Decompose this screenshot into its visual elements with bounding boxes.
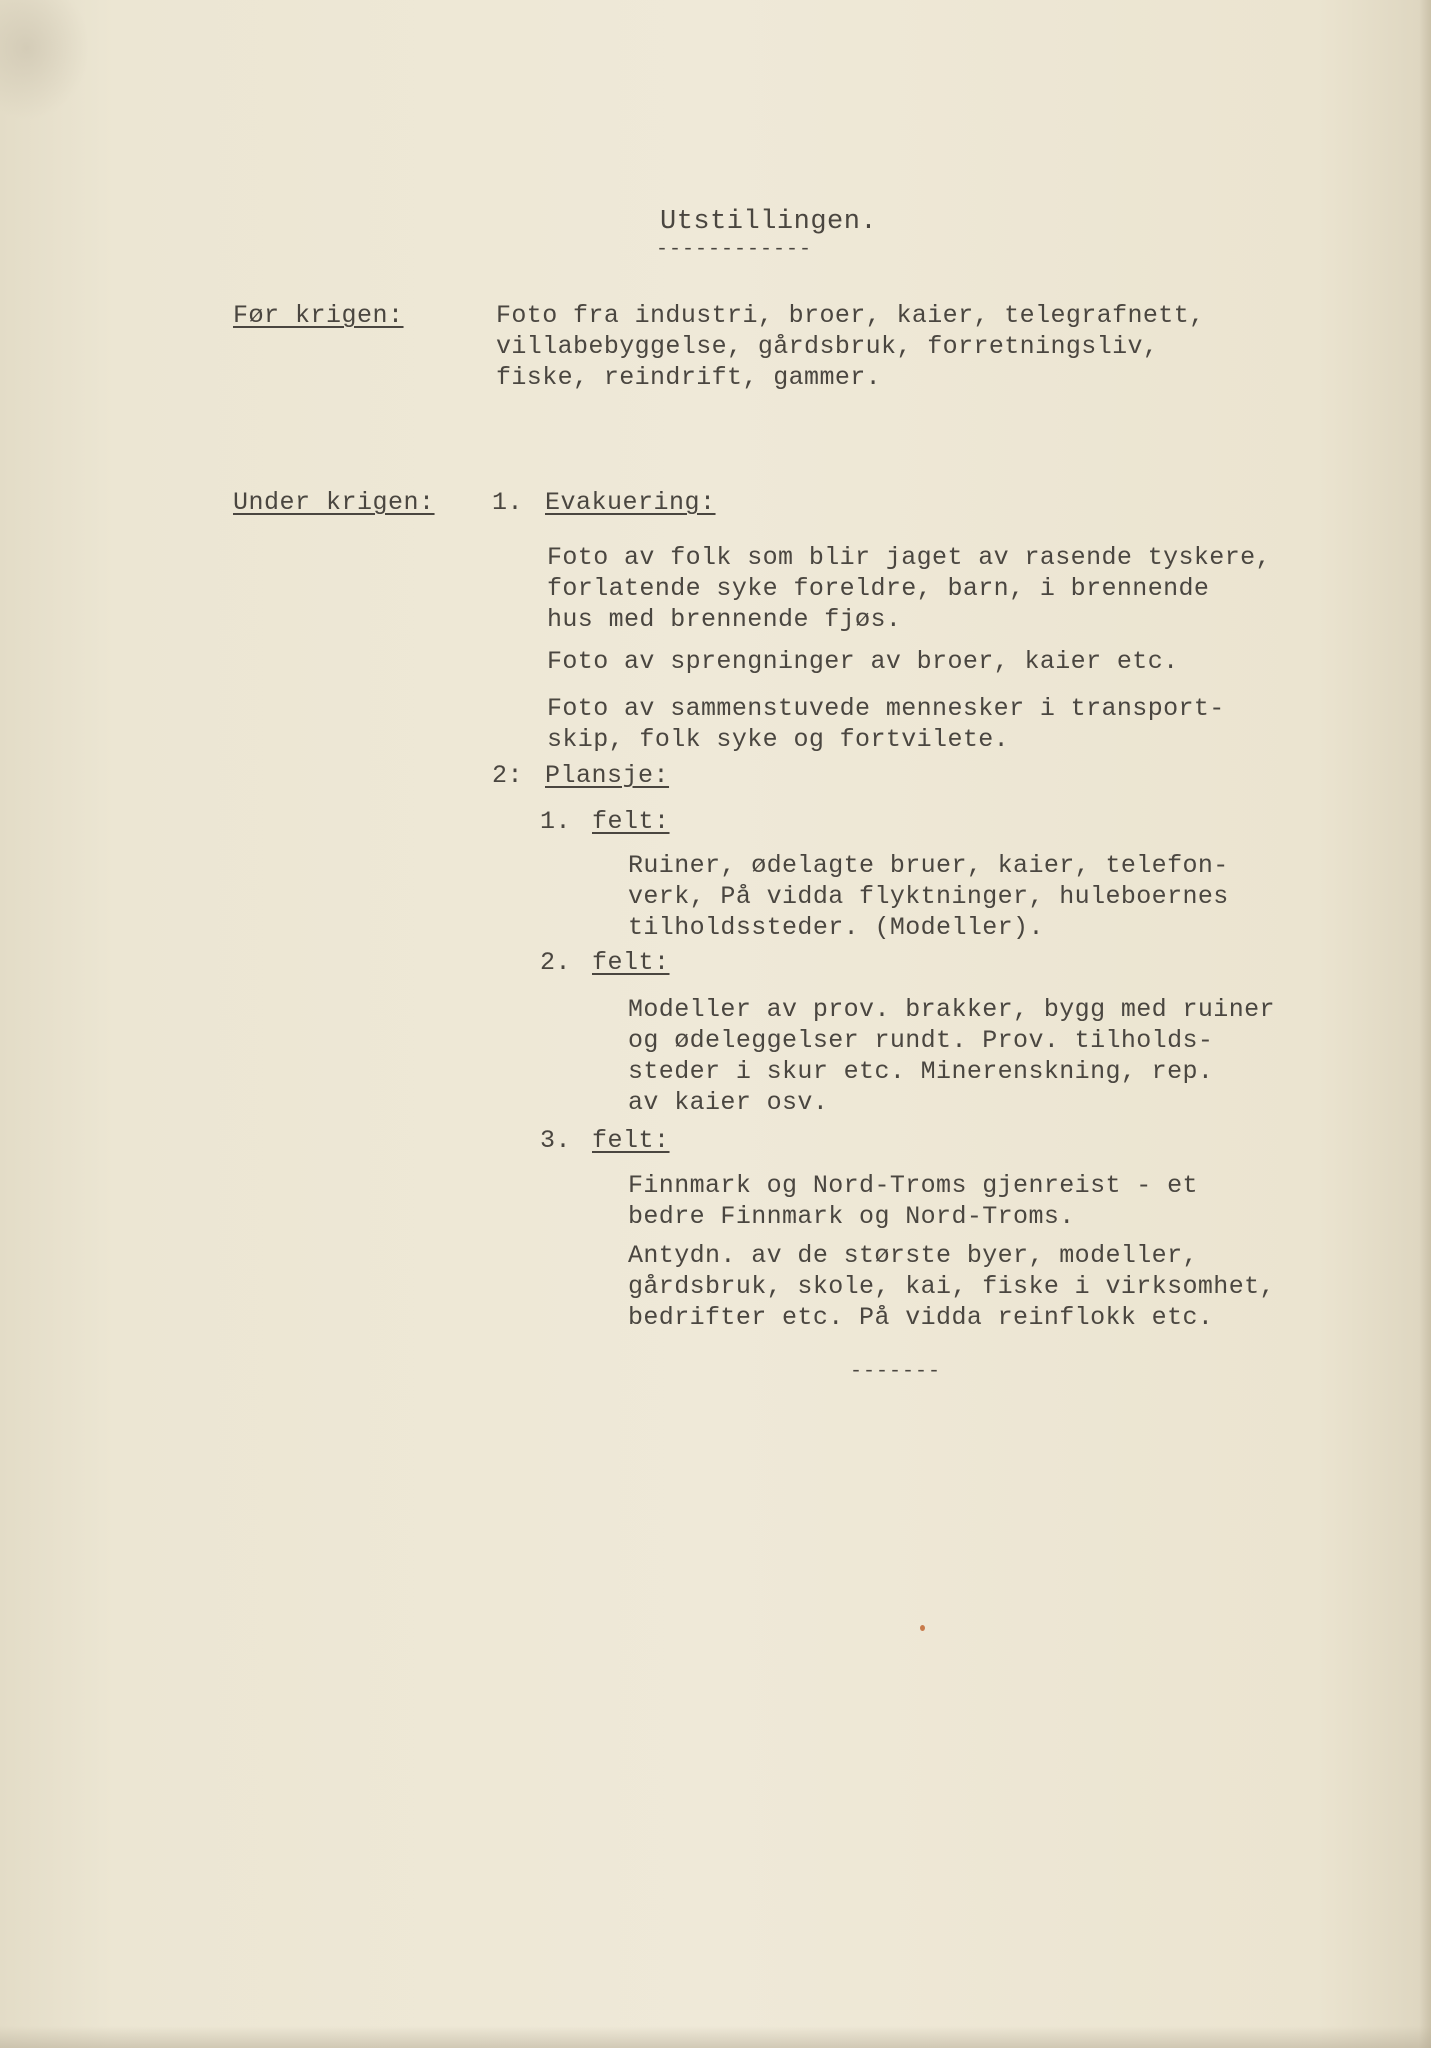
title-underline: ------------ — [656, 238, 813, 261]
field3-number: 3. — [540, 1126, 572, 1155]
item2-heading: Plansje: — [545, 761, 670, 790]
text-line: Finnmark og Nord-Troms gjenreist - et — [628, 1171, 1198, 1200]
text-line: steder i skur etc. Minerenskning, rep. — [628, 1057, 1214, 1086]
text-line: Foto av folk som blir jaget av rasende tyskere, — [547, 543, 1271, 572]
page-title: Utstillingen. — [660, 207, 878, 237]
item2-number: 2: — [492, 761, 524, 790]
before-war-line: fiske, reindrift, gammer. — [496, 363, 882, 392]
text-line: av kaier osv. — [628, 1088, 829, 1117]
evacuation-paragraph-1 — [547, 542, 1271, 635]
text-line: bedre Finnmark og Nord-Troms. — [628, 1202, 1075, 1231]
text-line: Ruiner, ødelagte bruer, kaier, telefon- — [628, 851, 1229, 880]
text-line: gårdsbruk, skole, kai, fiske i virksomhet, — [628, 1272, 1275, 1301]
field3-paragraph-2 — [628, 1240, 1275, 1333]
text-line: Foto av sprengninger av broer, kaier etc. — [547, 647, 1179, 676]
field3-paragraph-1 — [628, 1170, 1198, 1232]
end-rule: ------- — [850, 1360, 942, 1383]
field2-text — [628, 994, 1275, 1118]
text-line: Foto av sammenstuvede mennesker i transport- — [547, 694, 1225, 723]
before-war-text — [496, 300, 1205, 393]
before-war-label: Før krigen: — [233, 301, 404, 330]
paper-edge-right — [1419, 0, 1431, 2048]
text-line: forlatende syke foreldre, barn, i brennende — [547, 574, 1210, 603]
text-line: hus med brennende fjøs. — [547, 605, 902, 634]
paper-edge-bottom — [0, 2026, 1431, 2048]
field1-text — [628, 850, 1229, 943]
evacuation-paragraph-2 — [547, 646, 1179, 677]
text-line: bedrifter etc. På vidda reinflokk etc. — [628, 1303, 1214, 1332]
field2-heading: felt: — [592, 948, 670, 977]
field3-heading: felt: — [592, 1126, 670, 1155]
text-line: Modeller av prov. brakker, bygg med ruiner — [628, 995, 1275, 1024]
text-line: verk, På vidda flyktninger, huleboernes — [628, 882, 1229, 911]
text-line: og ødeleggelser rundt. Prov. tilholds- — [628, 1026, 1214, 1055]
text-line: Antydn. av de største byer, modeller, — [628, 1241, 1198, 1270]
text-line: skip, folk syke og fortvilete. — [547, 725, 1010, 754]
before-war-line: Foto fra industri, broer, kaier, telegrafnett, — [496, 301, 1205, 330]
item1-heading: Evakuering: — [545, 488, 716, 517]
text-line: tilholdssteder. (Modeller). — [628, 913, 1044, 942]
evacuation-paragraph-3 — [547, 693, 1225, 755]
before-war-line: villabebyggelse, gårdsbruk, forretningsliv, — [496, 332, 1159, 361]
field1-heading: felt: — [592, 807, 670, 836]
field2-number: 2. — [540, 948, 572, 977]
during-war-label: Under krigen: — [233, 488, 435, 517]
stain-spot — [920, 1625, 925, 1631]
item1-number: 1. — [492, 488, 524, 517]
field1-number: 1. — [540, 807, 572, 836]
